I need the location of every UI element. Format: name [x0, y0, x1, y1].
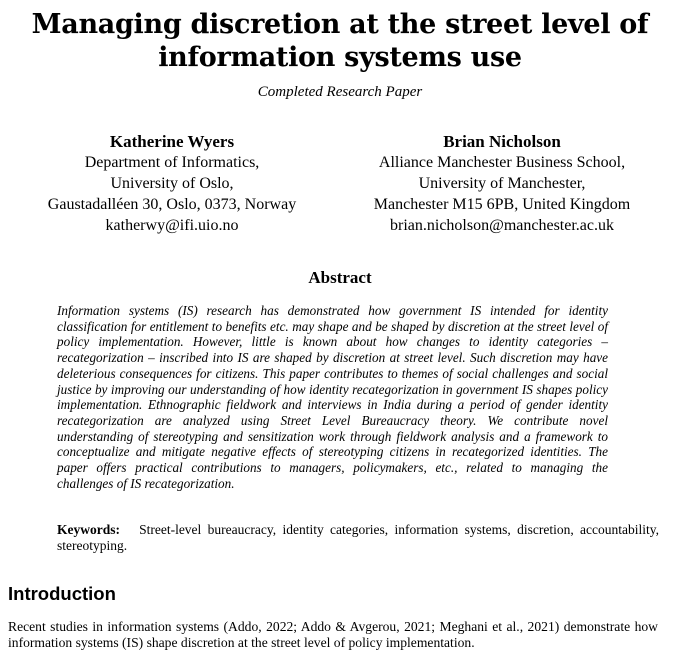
keywords-list: Street-level bureaucracy, identity categories, information systems, discretion, accountability, stereotyping. — [57, 522, 660, 553]
author-affiliation-line: University of Manchester, — [418, 175, 586, 192]
author-block-1 — [12, 132, 332, 236]
introduction-body: Recent studies in information systems (Addo, 2022; Addo & Avgerou, 2021; Meghani et al., 2021) demonstrate how information systems (IS) shape discretion at the street level of policy implementation. — [8, 619, 658, 650]
author-affiliation-line: Alliance Manchester Business School, — [378, 154, 626, 171]
keywords-paragraph — [57, 522, 659, 554]
author-name: Katherine Wyers — [109, 132, 235, 151]
paper-title — [0, 8, 680, 74]
title-line-1: Managing discretion at the street level of — [31, 9, 649, 40]
author-affiliation-line: University of Oslo, — [110, 175, 234, 192]
author-affiliation-line: Department of Informatics, — [84, 154, 260, 171]
author-block-2 — [338, 132, 666, 236]
author-email: katherwy@ifi.uio.no — [105, 217, 239, 234]
introduction-heading: Introduction — [8, 583, 116, 604]
keywords-label: Keywords: — [57, 522, 120, 537]
abstract-heading: Abstract — [308, 268, 372, 287]
title-line-2: information systems use — [158, 42, 522, 73]
paper-subtitle: Completed Research Paper — [257, 84, 423, 100]
abstract-body: Information systems (IS) research has demonstrated how government IS intended for identity classification for entitlement to benefits etc. may shape and be shaped by discretion at the street level of policy implementation. However, little is known about how changes to identity categories – recategorization – inscribed into IS are shaped by discretion at street level. Such discretion may have deleterious consequences for citizens. This paper contributes to themes of social challenges and social justice by improving our understanding of how identity recategorization in government IS shapes policy implementation. Ethnographic fieldwork and interviews in India during a period of gender identity recategorization are analyzed using Street Level Bureaucracy theory. We contribute novel understanding of stereotyping and sensitization work through fieldwork analysis and a framework to conceptualize and mitigate negative effects of stereotyping citizens in recategorized identities. The paper offers practical contributions to managers, policymakers, etc., related to managing the challenges of IS recategorization. — [57, 303, 608, 491]
author-address-line: Gaustadalléen 30, Oslo, 0373, Norway — [47, 196, 297, 213]
author-name: Brian Nicholson — [443, 132, 561, 151]
author-email: brian.nicholson@manchester.ac.uk — [390, 217, 614, 234]
author-address-line: Manchester M15 6PB, United Kingdom — [373, 196, 631, 213]
